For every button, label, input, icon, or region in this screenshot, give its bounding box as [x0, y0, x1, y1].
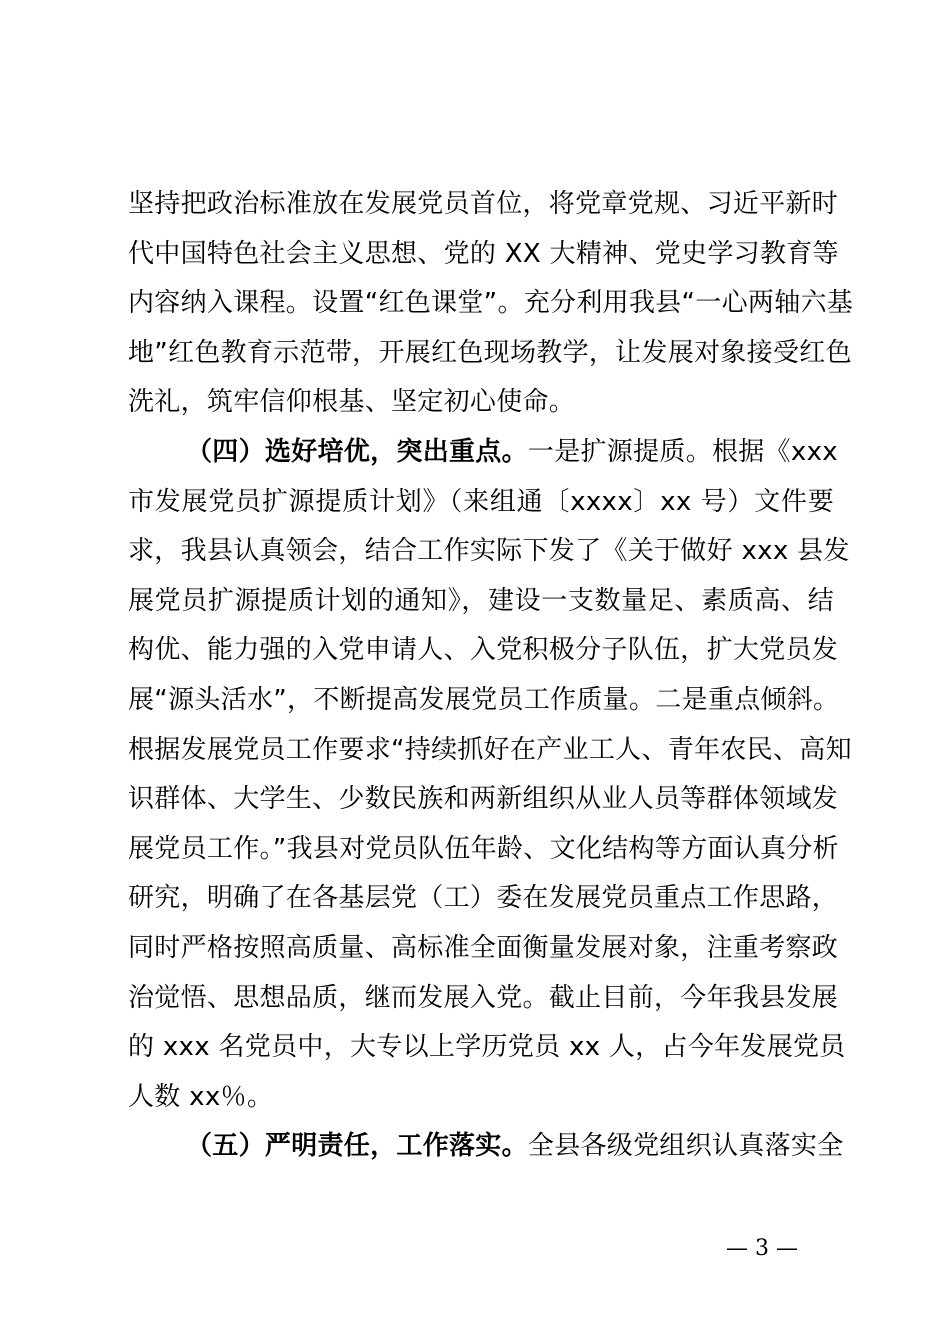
section-four-heading: （四）选好培优，突出重点。	[186, 436, 528, 467]
text-line: 求，我县认真领会，结合工作实际下发了《关于做好 xxx 县发	[128, 536, 850, 567]
text-line: 展“源头活水”，不断提高发展党员工作质量。二是重点倾斜。	[128, 684, 840, 715]
text-line: 洗礼，筑牢信仰根基、坚定初心使命。	[128, 387, 576, 418]
text-line: 同时严格按照高质量、高标准全面衡量发展对象，注重考察政	[128, 932, 839, 963]
text-line: 代中国特色社会主义思想、党的 XX 大精神、党史学习教育等	[128, 238, 839, 269]
section-five-text: 全县各级党组织认真落实全	[527, 1131, 844, 1162]
text-line: 识群体、大学生、少数民族和两新组织从业人员等群体领域发	[128, 784, 839, 815]
text-line: 人数 xx％。	[128, 1081, 274, 1112]
text-line: 展党员扩源提质计划的通知》，建设一支数量足、素质高、结	[128, 585, 834, 616]
section-four-text: 一是扩源提质。根据《xxx	[527, 436, 838, 467]
section-five-heading: （五）严明责任，工作落实。	[186, 1131, 528, 1162]
section-five-line	[128, 1122, 844, 1172]
section-four-line	[128, 428, 838, 478]
text-line: 展党员工作。”我县对党员队伍年龄、文化结构等方面认真分析	[128, 833, 839, 864]
text-line: 构优、能力强的入党申请人、入党积极分子队伍，扩大党员发	[128, 635, 839, 666]
document-body	[128, 180, 854, 1172]
text-line: 地”红色教育示范带，开展红色现场教学，让发展对象接受红色	[128, 337, 852, 368]
text-line: 研究，明确了在各基层党（工）委在发展党员重点工作思路，	[128, 883, 839, 914]
text-line: 市发展党员扩源提质计划》（来组通〔xxxx〕xx 号）文件要	[128, 486, 834, 517]
text-line: 坚持把政治标准放在发展党员首位，将党章党规、习近平新时	[128, 189, 839, 219]
text-line: 内容纳入课程。设置“红色课堂”。充分利用我县“一心两轴六基	[128, 288, 854, 319]
page-number: — 3 —	[726, 1236, 798, 1261]
text-line: 治觉悟、思想品质，继而发展入党。截止目前，今年我县发展	[128, 982, 839, 1013]
text-line: 的 xxx 名党员中，大专以上学历党员 xx 人，占今年发展党员	[128, 1032, 846, 1063]
text-line: 根据发展党员工作要求“持续抓好在产业工人、青年农民、高知	[128, 734, 852, 765]
